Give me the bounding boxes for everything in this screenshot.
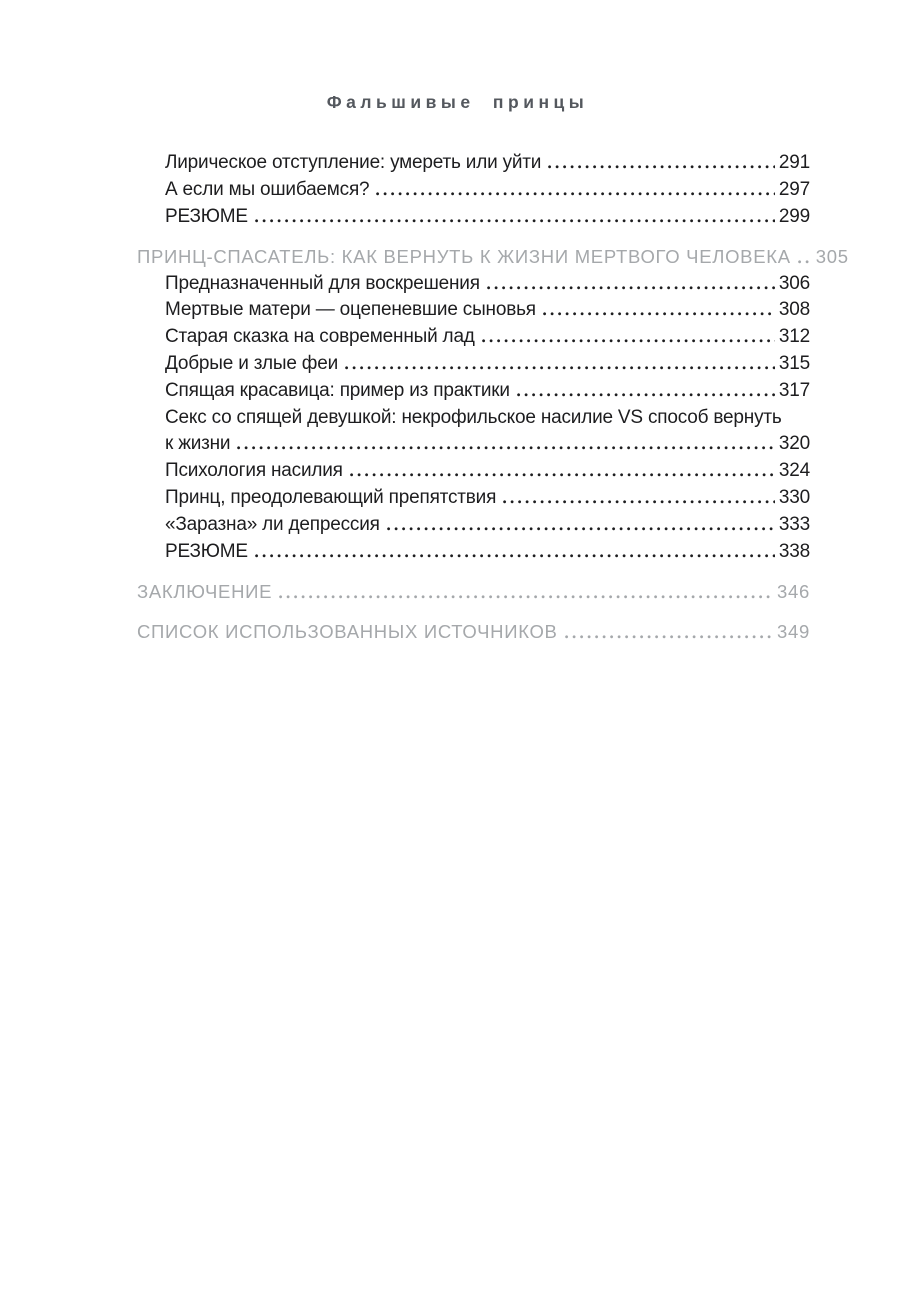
toc-page-number: 333 xyxy=(778,513,810,535)
toc-page-number: 315 xyxy=(778,353,810,375)
running-head: Фальшивые принцы xyxy=(326,92,589,112)
toc-entry xyxy=(137,204,810,231)
toc-entry xyxy=(137,271,810,298)
toc-entry xyxy=(137,150,810,177)
toc-item-title: СПИСОК ИСПОЛЬЗОВАННЫХ ИСТОЧНИКОВ xyxy=(137,621,558,643)
toc-page-number: 297 xyxy=(778,178,810,200)
toc-page-number: 299 xyxy=(778,205,810,227)
toc-page-number: 306 xyxy=(778,272,810,294)
toc-page-number: 320 xyxy=(778,433,810,455)
toc-item-title: Секс со спящей девушкой: некрофильское насилие VS способ вернуть xyxy=(165,406,782,428)
toc-item-title: Добрые и злые феи xyxy=(165,353,338,375)
toc-page-number: 317 xyxy=(778,379,810,401)
toc-page-number: 312 xyxy=(778,326,810,348)
toc-page-number: 305 xyxy=(815,245,849,267)
toc-item-title: ПРИНЦ-СПАСАТЕЛЬ: КАК ВЕРНУТЬ К ЖИЗНИ МЕРТВОГО ЧЕЛОВЕКА xyxy=(137,245,791,267)
toc-item-title: РЕЗЮМЕ xyxy=(165,540,248,562)
toc-page-number: 308 xyxy=(778,299,810,321)
toc-entry xyxy=(137,512,810,539)
toc-item-title: к жизни xyxy=(165,433,231,455)
toc-entry xyxy=(137,378,810,405)
toc-entry xyxy=(137,351,810,378)
toc-entry xyxy=(137,405,810,459)
toc-list xyxy=(137,150,849,646)
toc-section-heading xyxy=(137,244,849,271)
toc-entry xyxy=(137,177,810,204)
toc-page-number: 346 xyxy=(777,580,810,602)
toc-section-heading xyxy=(137,579,810,606)
toc-section-heading xyxy=(137,619,810,646)
toc-entry xyxy=(137,485,810,512)
toc-entry xyxy=(137,458,810,485)
toc-page-number: 349 xyxy=(777,621,810,643)
toc-item-title: Психология насилия xyxy=(165,460,343,482)
toc-item-title: Лирическое отступление: умереть или уйти xyxy=(165,152,542,173)
toc-item-title: ЗАКЛЮЧЕНИЕ xyxy=(137,580,273,602)
toc-item-title: «Заразна» ли депрессия xyxy=(165,513,380,535)
toc-entry xyxy=(137,324,810,351)
toc-entry xyxy=(137,297,810,324)
toc-page-number: 324 xyxy=(778,460,810,482)
toc-page-number: 330 xyxy=(778,487,810,509)
toc-item-title: Спящая красавица: пример из практики xyxy=(165,379,510,401)
toc-item-title: А если мы ошибаемся? xyxy=(165,178,370,200)
toc-item-title: Старая сказка на современный лад xyxy=(165,326,475,348)
toc-page-number: 338 xyxy=(778,540,810,562)
toc-entry xyxy=(137,539,810,566)
toc-page-number: 291 xyxy=(778,152,810,173)
toc-item-title: РЕЗЮМЕ xyxy=(165,205,248,227)
toc-item-title: Принц, преодолевающий препятствия xyxy=(165,487,497,509)
toc-item-title: Предназначенный для воскрешения xyxy=(165,272,480,294)
toc-item-title: Мертвые матери — оцепеневшие сыновья xyxy=(165,299,536,321)
